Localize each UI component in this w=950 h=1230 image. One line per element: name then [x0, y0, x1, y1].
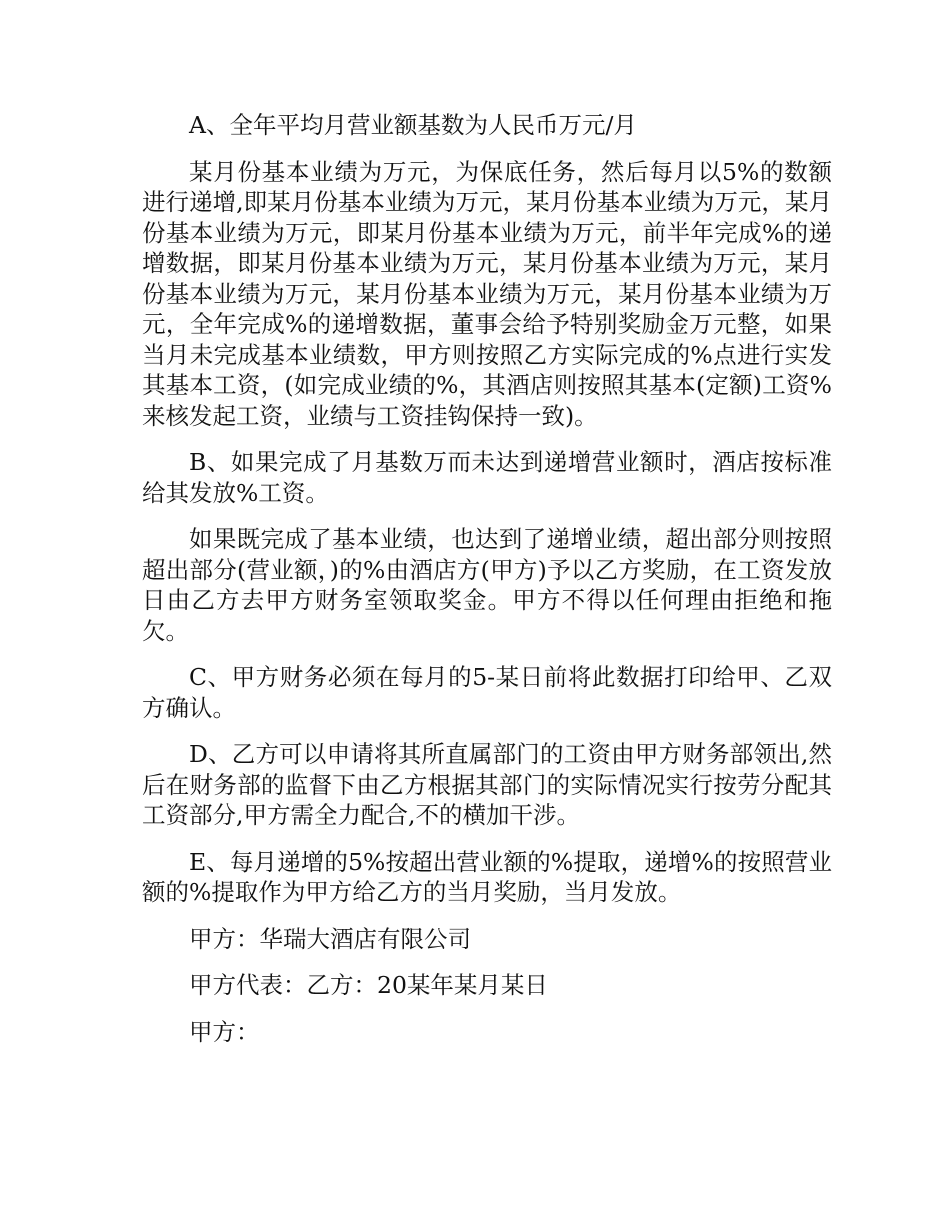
signature-line: 甲方代表：乙方：20某年某月某日 [189, 971, 548, 999]
paragraph-monthly-increment: 某月份基本业绩为万元，为保底任务，然后每月以5%的数额进行递增,即某月份基本业绩为万元，某月份基本业绩为万元，某月份基本业绩为万元，即某月份基本业绩为万元，前半年完成%的递增数据，即某月份基本业绩为万元，某月份基本业绩为万元，某月份基本业绩为万元，某月份基本业绩为万元，某月份基本业绩为万元，全年完成%的递增数据，董事会给予特别奖励金万元整，如果当月未完成基本业绩数，甲方则按照乙方实际完成的%点进行实发其基本工资，(如完成业绩的%，其酒店则按照其基本(定额)工资%来核发起工资，业绩与工资挂钩保持一致)。 [142, 157, 832, 430]
paragraph-b-base-salary: B、如果完成了月基数万而未达到递增营业额时，酒店按标准给其发放%工资。 [142, 448, 832, 507]
document-body [142, 110, 832, 1063]
paragraph-a-monthly-base: A、全年平均月营业额基数为人民币万元/月 [189, 111, 637, 139]
paragraph-c-finance-confirm: C、甲方财务必须在每月的5-某日前将此数据打印给甲、乙双方确认。 [142, 663, 832, 722]
paragraph-e-monthly-reward: E、每月递增的5%按超出营业额的%提取，递增%的按照营业额的%提取作为甲方给乙方的当月奖励，当月发放。 [142, 847, 832, 906]
paragraph-bonus: 如果既完成了基本业绩，也达到了递增业绩，超出部分则按照超出部分(营业额，)的%由酒店方(甲方)予以乙方奖励，在工资发放日由乙方去甲方财务室领取奖金。甲方不得以任何理由拒绝和拖欠。 [142, 525, 832, 645]
party-a-company: 甲方：华瑞大酒店有限公司 [189, 924, 471, 953]
party-a-signature: 甲方： [189, 1017, 260, 1046]
paragraph-d-department-salary: D、乙方可以申请将其所直属部门的工资由甲方财务部领出,然后在财务部的监督下由乙方根据其部门的实际情况实行按劳分配其工资部分,甲方需全力配合,不的横加干涉。 [142, 740, 832, 829]
